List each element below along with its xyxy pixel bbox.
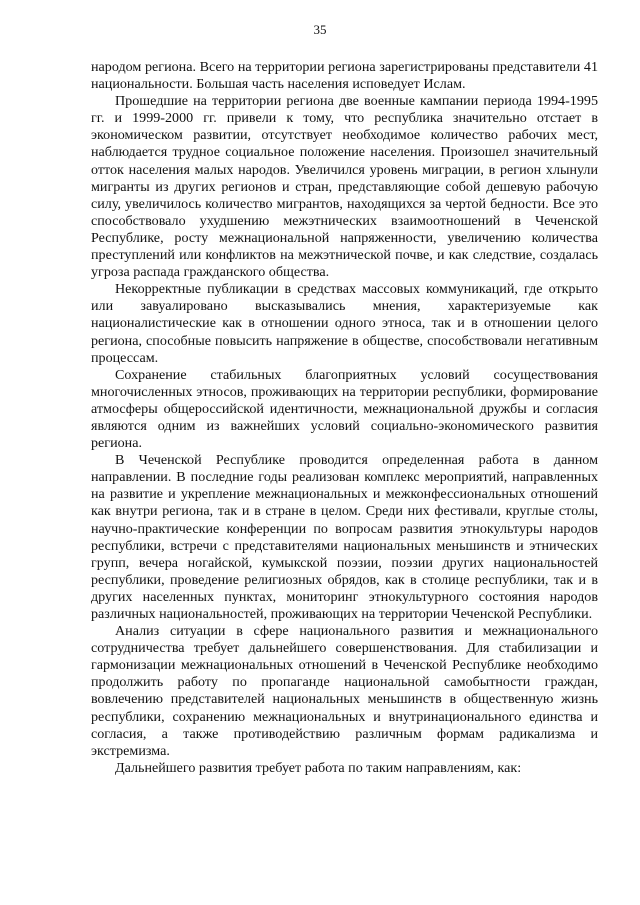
paragraph-continuation: народом региона. Всего на территории региона зарегистрированы представители 41 национальности. Большая часть населения исповедует Ислам. bbox=[91, 59, 598, 93]
paragraph-stable-conditions: Сохранение стабильных благоприятных условий сосуществования многочисленных этносов, проживающих на территории республики, формирование атмосферы общероссийской идентичности, межнациональной дружбы и согласия являются одним из важнейших условий социально-экономического развития региона. bbox=[91, 366, 598, 452]
paragraph-further-development: Дальнейшего развития требует работа по таким направлениям, как: bbox=[115, 759, 522, 776]
page-number: 35 bbox=[313, 22, 327, 37]
paragraph-situation-analysis: Анализ ситуации в сфере национального развития и межнационального сотрудничества требует дальнейшего совершенствования. Для стабилизации и гармонизации межнациональных отношений в Чеченской Республике необходимо продолжить работу по пропаганде национальной самобытности граждан, вовлечению представителей национальных меньшинств в общественную жизнь республики, сохранению межнациональных и внутринационального единства и согласия, а также противодействию различным формам радикализма и экстремизма. bbox=[91, 623, 598, 759]
paragraph-incorrect-publications: Некорректные публикации в средствах массовых коммуникаций, где открыто или завуалировано высказывались мнения, характеризуемые как националистические как в отношении одного этноса, так и в отношении целого региона, способные повысить напряжение в обществе, способствовали негативным процессам. bbox=[91, 281, 598, 366]
paragraph-military-campaigns: Прошедшие на территории региона две военные кампании периода 1994-1995 гг. и 1999-2000 гг. привели к тому, что республика значительно отстает в экономическом развитии, отсутствует необходимое количество рабочих мест, наблюдается трудное социальное положение населения. Произошел значительный отток населения малых народов. Увеличился уровень миграции, в регион хлынули мигранты из других регионов и стран, представляющие собой дешевую рабочую силу, увеличилось количество мигрантов, находящихся за чертой бедности. Все это способствовало ухудшению межэтнических взаимоотношений в Чеченской Республике, росту межнациональной напряженности, увеличению количества преступлений или конфликтов на межэтнической почве, и как следствие, создалась угроза распада гражданского общества. bbox=[91, 93, 598, 281]
paragraph-work-in-republic: В Чеченской Республике проводится определенная работа в данном направлении. В последние годы реализован комплекс мероприятий, направленных на развитие и укрепление межнациональных и межконфессиональных отношений как внутри региона, так и в стране в целом. Среди них фестивали, круглые столы, научно-практические конференции по вопросам развития этнокультуры народов республики, встречи с представителями национальных меньшинств и этнических групп, вечера ногайской, кумыкской поэзии, поэзии других национальностей республики, проведение религиозных обрядов, как в столице республики, так и в других населенных пунктах, мониторинг этнокультурного состояния народов различных национальностей, проживающих на территории Чеченской Республики. bbox=[91, 452, 598, 622]
body-text bbox=[91, 59, 598, 777]
